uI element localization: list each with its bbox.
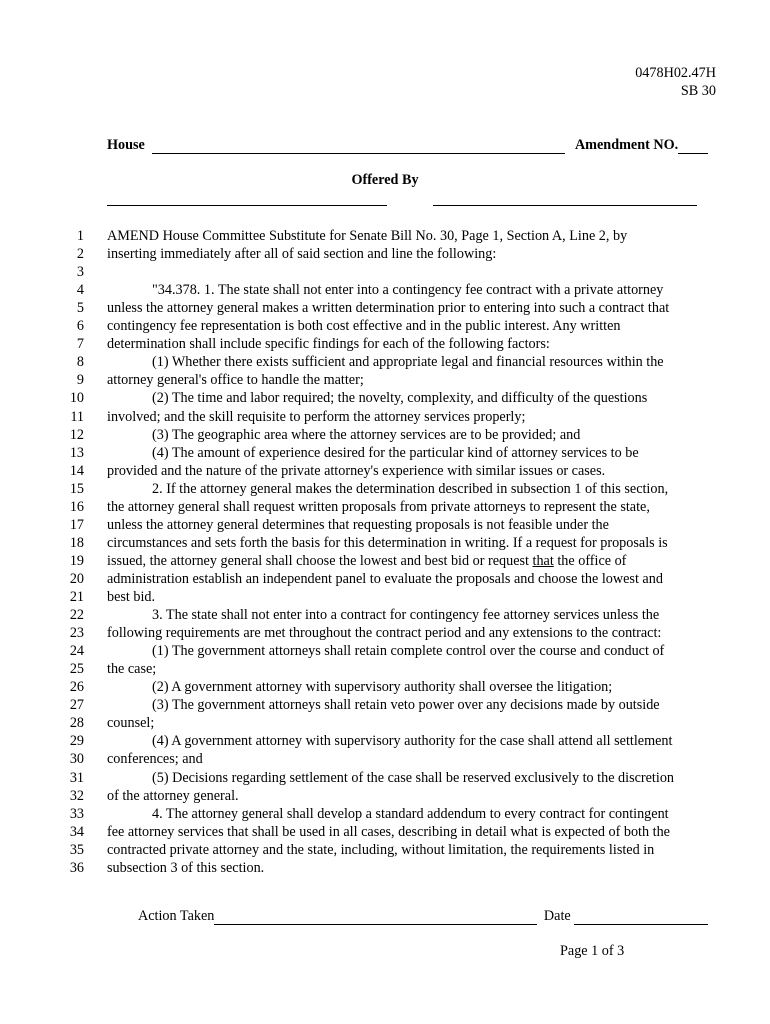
line-text: the attorney general shall request written proposals from private attorneys to represent the state, — [107, 498, 650, 515]
amendment-label: Amendment NO. — [574, 137, 679, 153]
line-number: 25 — [69, 661, 84, 678]
line-number: 14 — [69, 462, 84, 479]
line-number: 22 — [69, 607, 84, 624]
line-number: 23 — [69, 625, 84, 642]
line-text: 4. The attorney general shall develop a standard addendum to every contract for contingent — [152, 805, 669, 822]
date-label: Date — [543, 908, 571, 924]
line-text: (5) Decisions regarding settlement of the case shall be reserved exclusively to the discretion — [152, 769, 675, 786]
line-number: 8 — [76, 354, 84, 371]
offered-by-signature-line-left — [107, 205, 387, 206]
line-text: counsel; — [107, 715, 155, 732]
line-number: 24 — [69, 643, 84, 660]
line-text: AMEND House Committee Substitute for Senate Bill No. 30, Page 1, Section A, Line 2, by — [107, 228, 628, 244]
line-number: 35 — [69, 841, 84, 858]
line-number: 3 — [76, 264, 84, 281]
line-text: contracted private attorney and the state, including, without limitation, the requirements listed in — [107, 841, 655, 858]
line-number: 21 — [69, 589, 84, 605]
line-text: (3) The government attorneys shall retain veto power over any decisions made by outside — [152, 697, 660, 714]
page-number: Page 1 of 3 — [560, 943, 625, 959]
line-text: (1) Whether there exists sufficient and appropriate legal and financial resources within the — [152, 354, 664, 371]
line-number: 2 — [76, 246, 84, 263]
line-number: 31 — [69, 769, 84, 786]
line-text: (2) The time and labor required; the novelty, complexity, and difficulty of the questions — [152, 390, 648, 407]
action-row — [138, 907, 708, 925]
document-number: 0478H02.47H — [635, 65, 716, 81]
line-number: 4 — [76, 282, 84, 299]
line-number: 12 — [69, 426, 84, 443]
line-number: 16 — [69, 498, 84, 515]
line-text: involved; and the skill requisite to perform the attorney services properly; — [107, 408, 526, 425]
line-number: 26 — [69, 679, 84, 696]
line-text: contingency fee representation is both cost effective and in the public interest. Any written — [107, 318, 621, 335]
line-number: 28 — [69, 715, 84, 732]
line-text: administration establish an independent panel to evaluate the proposals and choose the lowest and — [107, 570, 663, 587]
line-number: 10 — [69, 390, 84, 407]
line-text: (4) The amount of experience desired for the particular kind of attorney services to be — [152, 444, 639, 461]
document-header — [635, 64, 716, 100]
amendment-header-row — [107, 136, 712, 154]
line-text: 2. If the attorney general makes the determination described in subsection 1 of this section, — [152, 480, 669, 497]
line-number: 11 — [70, 408, 84, 425]
line-number: 18 — [69, 534, 84, 551]
line-text: of the attorney general. — [107, 787, 239, 804]
line-number: 19 — [69, 552, 84, 569]
line-text: inserting immediately after all of said section and line the following: — [107, 246, 497, 263]
line-text: subsection 3 of this section. — [107, 859, 265, 876]
line-text: unless the attorney general makes a written determination prior to entering into such a contract that — [107, 300, 670, 317]
line-text: unless the attorney general determines that requesting proposals is not feasible under the — [107, 516, 609, 533]
line-number: 7 — [76, 336, 84, 353]
underlined-insertion: that — [532, 552, 554, 569]
line-text: (3) The geographic area where the attorney services are to be provided; and — [152, 426, 581, 443]
line-text: attorney general's office to handle the matter; — [107, 372, 364, 389]
line-text: conferences; and — [107, 751, 203, 768]
line-number: 6 — [76, 318, 84, 335]
line-text: circumstances and sets forth the basis for this determination in writing. If a request for proposals is — [107, 534, 668, 551]
house-blank-line — [152, 139, 565, 154]
line-text — [107, 552, 626, 570]
line-number: 27 — [69, 697, 84, 714]
line-text: determination shall include specific findings for each of the following factors: — [107, 336, 550, 353]
line-number: 17 — [69, 516, 84, 533]
line-number: 36 — [69, 859, 84, 876]
action-taken-blank — [214, 910, 537, 925]
line-number: 30 — [69, 751, 84, 768]
line-number: 15 — [69, 480, 84, 497]
line-number: 34 — [69, 823, 84, 840]
line-text-segment: issued, the attorney general shall choose the lowest and best bid or request — [107, 552, 533, 569]
line-text-segment: the office of — [553, 552, 627, 569]
action-taken-label: Action Taken — [138, 908, 215, 924]
line-text: fee attorney services that shall be used in all cases, describing in detail what is expected of both the — [107, 823, 670, 840]
amendment-number-blank — [678, 139, 708, 154]
line-number: 29 — [69, 733, 84, 750]
line-text: (4) A government attorney with supervisory authority for the case shall attend all settlement — [152, 733, 673, 750]
line-number: 13 — [69, 444, 84, 461]
house-label: House — [107, 137, 145, 153]
line-text: the case; — [107, 661, 157, 678]
line-text: (1) The government attorneys shall retain complete control over the course and conduct of — [152, 643, 665, 660]
line-number: 1 — [76, 228, 84, 244]
line-number: 20 — [69, 570, 84, 587]
offered-by-signature-line-right — [433, 205, 697, 206]
line-number: 5 — [76, 300, 84, 317]
line-text: best bid. — [107, 589, 156, 605]
offered-by-label: Offered By — [351, 172, 419, 188]
line-number: 9 — [76, 372, 84, 389]
line-text: following requirements are met throughout the contract period and any extensions to the contract: — [107, 625, 662, 642]
date-blank — [574, 910, 708, 925]
line-text: provided and the nature of the private attorney's experience with similar issues or cases. — [107, 462, 606, 479]
line-text: 3. The state shall not enter into a contract for contingency fee attorney services unless the — [152, 607, 660, 624]
bill-number: SB 30 — [680, 83, 716, 99]
line-text: "34.378. 1. The state shall not enter into a contingency fee contract with a private attorney — [152, 282, 664, 299]
line-text: (2) A government attorney with supervisory authority shall oversee the litigation; — [152, 679, 613, 696]
line-number: 33 — [69, 805, 84, 822]
line-number: 32 — [69, 787, 84, 804]
